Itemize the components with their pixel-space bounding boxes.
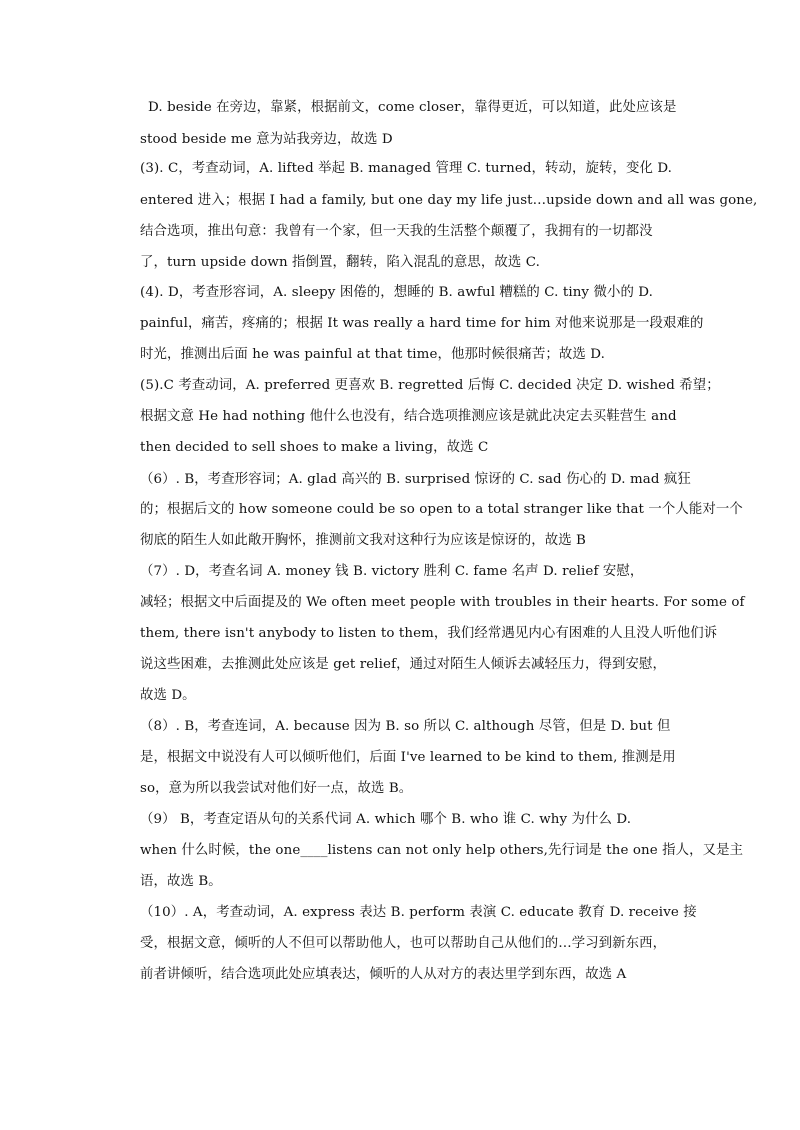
text-line: entered 进入；根据 I had a family, but one day my life just…upside down and all was gone, [140, 193, 758, 208]
text-line: 说这些困难，去推测此处应该是 get relief，通过对陌生人倾诉去减轻压力，得到安慰， [140, 657, 666, 672]
text-line: (4). D，考查形容词，A. sleepy 困倦的，想睡的 B. awful 糟糕的 C. tiny 微小的 D. [140, 285, 654, 300]
text-line: 的；根据后文的 how someone could be so open to a total stranger like that 一个人能对一个 [140, 502, 743, 517]
text-line: 时光，推测出后面 he was painful at that time，他那时候很痛苦；故选 D. [140, 347, 605, 362]
text-line: 受，根据文意，倾听的人不但可以帮助他人，也可以帮助自己从他们的…学习到新东西， [140, 936, 667, 951]
text-line: （7）. D，考查名词 A. money 钱 B. victory 胜利 C. fame 名声 D. relief 安慰， [140, 564, 644, 579]
text-line: （8）. B，考查连词，A. because 因为 B. so 所以 C. although 尽管，但是 D. but 但 [140, 719, 671, 734]
text-line: 了，turn upside down 指倒置，翻转，陷入混乱的意思，故选 C. [140, 255, 540, 270]
text-line: painful，痛苦，疼痛的；根据 It was really a hard time for him 对他来说那是一段艰难的 [140, 316, 704, 331]
text-line: （9） B，考查定语从句的关系代词 A. which 哪个 B. who 谁 C. why 为什么 D. [140, 812, 632, 827]
text-line: 语，故选 B。 [140, 874, 222, 889]
text-line: 是，根据文中说没有人可以倾听他们，后面 I've learned to be kind to them, 推测是用 [140, 750, 676, 765]
text-line: D. beside 在旁边，靠紧，根据前文，come closer，靠得更近，可以知道，此处应该是 [148, 100, 677, 115]
text-line: （6）. B，考查形容词；A. glad 高兴的 B. surprised 惊讶的 C. sad 伤心的 D. mad 疯狂 [140, 472, 691, 487]
text-line: （10）. A，考查动词，A. express 表达 B. perform 表演 C. educate 教育 D. receive 接 [140, 905, 697, 920]
text-line: 根据文意 He had nothing 他什么也没有，结合选项推测应该是就此决定去买鞋营生 and [140, 409, 677, 424]
text-line: so，意为所以我尝试对他们好一点，故选 B。 [140, 781, 413, 796]
text-line: 前者讲倾听，结合选项此处应填表达，倾听的人从对方的表达里学到东西，故选 A [140, 967, 627, 982]
text-line: them, there isn't anybody to listen to them，我们经常遇见内心有困难的人且没人听他们诉 [140, 626, 718, 641]
text-line: (3). C，考查动词，A. lifted 举起 B. managed 管理 C. turned，转动，旋转，变化 D. [140, 161, 673, 176]
text-line: (5).C 考查动词，A. preferred 更喜欢 B. regretted 后悔 C. decided 决定 D. wished 希望； [140, 378, 720, 393]
text-line: then decided to sell shoes to make a living，故选 C [140, 440, 489, 455]
text-line: stood beside me 意为站我旁边，故选 D [140, 132, 393, 147]
text-line: when 什么时候，the one____listens can not only help others,先行词是 the one 指人，又是主 [140, 843, 744, 858]
text-line: 彻底的陌生人如此敞开胸怀，推测前文我对这种行为应该是惊讶的，故选 B [140, 533, 586, 548]
text-line: 故选 D。 [140, 688, 196, 703]
text-line: 减轻；根据文中后面提及的 We often meet people with troubles in their hearts. For some of [140, 595, 745, 610]
text-line: 结合选项，推出句意：我曾有一个家，但一天我的生活整个颠覆了，我拥有的一切都没 [140, 224, 653, 239]
